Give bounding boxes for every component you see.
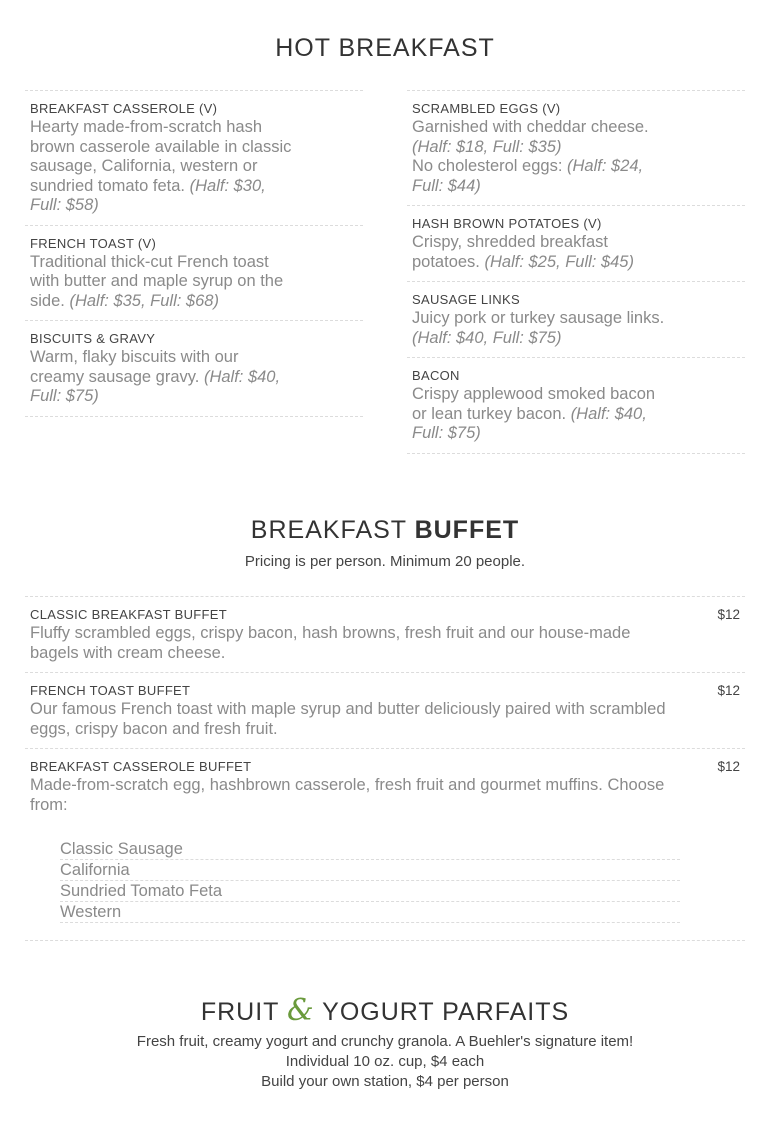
parfaits-description <box>0 1032 770 1092</box>
item-description: Our famous French toast with maple syrup and butter deliciously paired with scrambled eggs, crispy bacon and fresh fruit. <box>30 700 666 738</box>
item-name: HASH BROWN POTATOES (V) <box>412 216 602 231</box>
parfaits-title <box>0 993 770 1028</box>
item-description <box>30 348 292 407</box>
hot-breakfast-left-column <box>25 90 363 417</box>
buffet-title-bold: BUFFET <box>414 516 520 544</box>
menu-item <box>407 358 745 454</box>
parfaits-line: Individual 10 oz. cup, $4 each <box>285 1053 485 1070</box>
item-price: (Half: $25, Full: $45) <box>484 252 634 271</box>
item-desc-text: Garnished with cheddar cheese. <box>412 118 649 136</box>
casserole-option: Sundried Tomato Feta <box>60 881 680 902</box>
item-price: (Half: $18, Full: $35) <box>412 137 562 156</box>
menu-item <box>25 226 363 322</box>
menu-item <box>407 206 745 282</box>
item-name: BACON <box>412 368 460 383</box>
buffet-subtitle: Pricing is per person. Minimum 20 people. <box>244 553 526 570</box>
item-desc-text: Crispy applewood smoked bacon or lean turkey bacon. <box>412 385 656 423</box>
item-desc-text: Hearty made-from-scratch hash brown casserole available in classic sausage, California, western or sundried tomato feta. <box>30 118 292 195</box>
menu-item <box>407 282 745 358</box>
buffet-item <box>25 749 745 941</box>
item-desc-text: Crispy, shredded breakfast potatoes. <box>412 233 608 271</box>
menu-item <box>25 91 363 226</box>
item-price: (Half: $30, Full: $58) <box>30 176 266 214</box>
ampersand: & <box>286 993 315 1028</box>
item-name: FRENCH TOAST BUFFET <box>30 683 191 698</box>
item-description: Made-from-scratch egg, hashbrown casserole, fresh fruit and gourmet muffins. Choose from: <box>30 776 665 814</box>
item-name: SAUSAGE LINKS <box>412 292 520 307</box>
parfaits-title-a: FRUIT <box>200 998 279 1026</box>
item-price: (Half: $40, Full: $75) <box>412 328 562 347</box>
item-name: FRENCH TOAST (V) <box>30 235 157 251</box>
item-price: $12 <box>717 683 740 698</box>
buffet-title <box>0 516 770 545</box>
item-description: Fluffy scrambled eggs, crispy bacon, hash browns, fresh fruit and our house-made bagels with cream cheese. <box>30 624 631 662</box>
menu-item <box>407 91 745 206</box>
item-description <box>412 309 674 348</box>
item-price: (Half: $40, Full: $75) <box>30 367 281 405</box>
casserole-option: Western <box>60 902 680 923</box>
item-price: (Half: $40, Full: $75) <box>412 404 647 442</box>
parfaits-line: Fresh fruit, creamy yogurt and crunchy granola. A Buehler's signature item! <box>136 1033 634 1050</box>
item-description <box>412 233 674 272</box>
casserole-options-list <box>60 839 680 923</box>
parfaits-title-b: YOGURT PARFAITS <box>322 998 570 1026</box>
item-description <box>412 118 674 196</box>
item-desc-text: Traditional thick-cut French toast with butter and maple syrup on the side. <box>30 252 284 310</box>
item-desc-text: Warm, flaky biscuits with our creamy sausage gravy. <box>30 348 239 386</box>
item-name: BREAKFAST CASSEROLE BUFFET <box>30 759 252 774</box>
hot-breakfast-title: HOT BREAKFAST <box>275 34 495 62</box>
item-desc-text: No cholesterol eggs: <box>412 157 563 175</box>
item-description <box>30 118 292 216</box>
buffet-item <box>25 673 745 749</box>
item-description <box>412 385 674 444</box>
item-desc-text: Juicy pork or turkey sausage links. <box>412 309 665 327</box>
menu-item <box>25 321 363 417</box>
item-name: BISCUITS & GRAVY <box>30 331 156 346</box>
hot-breakfast-right-column <box>407 90 745 454</box>
item-name: BREAKFAST CASSEROLE (V) <box>30 101 218 116</box>
item-price: $12 <box>717 607 740 622</box>
item-price: (Half: $24, Full: $44) <box>412 157 644 195</box>
buffet-list <box>25 596 745 941</box>
item-name: CLASSIC BREAKFAST BUFFET <box>30 607 227 622</box>
buffet-item <box>25 597 745 673</box>
item-name: SCRAMBLED EGGS (V) <box>412 101 561 116</box>
buffet-title-light: BREAKFAST <box>250 516 407 544</box>
casserole-option: Classic Sausage <box>60 839 680 860</box>
parfaits-line: Build your own station, $4 per person <box>261 1073 509 1090</box>
item-price: (Half: $35, Full: $68) <box>69 291 219 310</box>
item-description <box>30 253 292 312</box>
casserole-option: California <box>60 860 680 881</box>
item-price: $12 <box>717 759 740 774</box>
